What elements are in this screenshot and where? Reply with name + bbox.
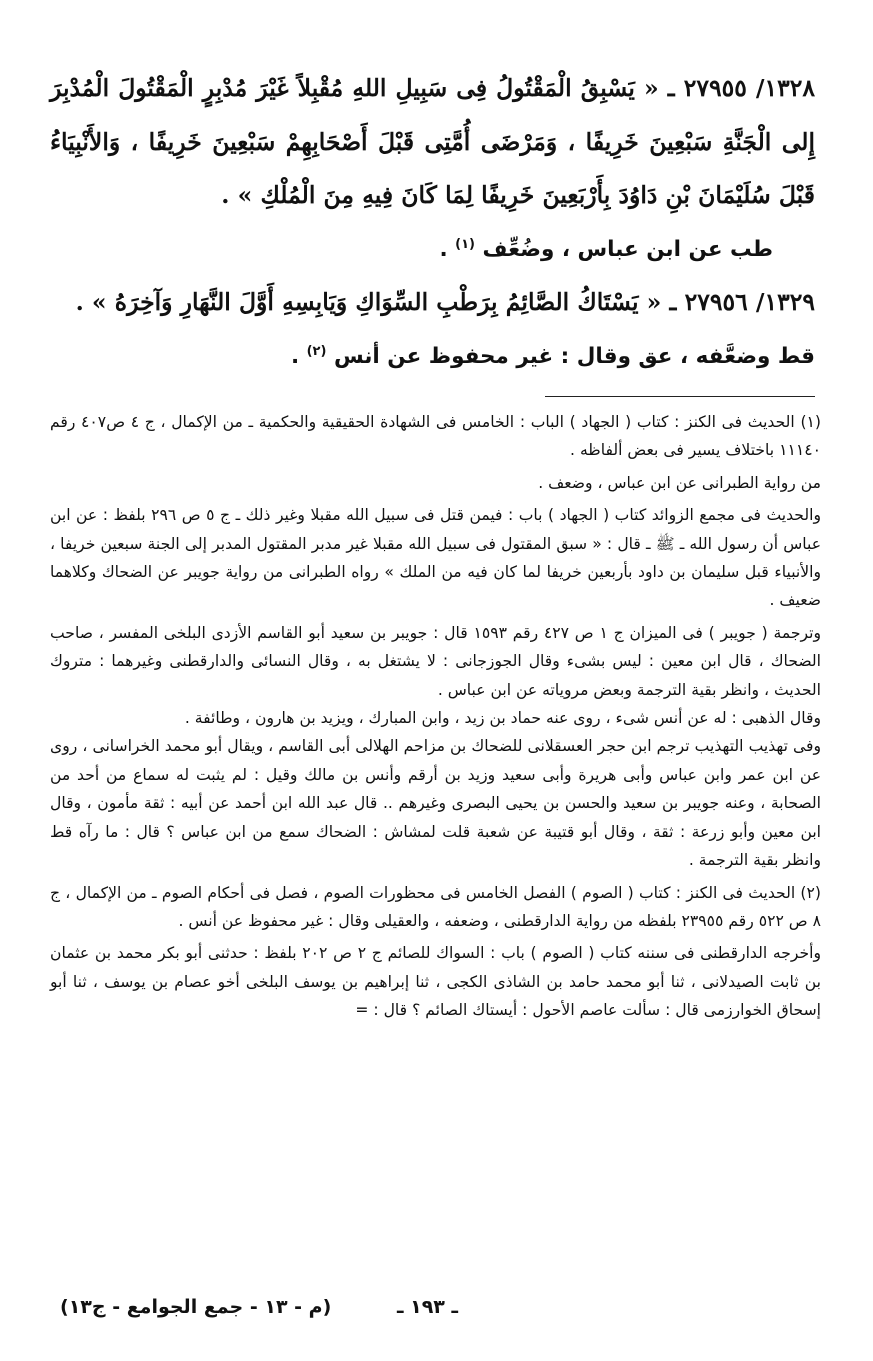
signature-mark: (م - ١٣ - جمع الجوامع - ج١٣) bbox=[60, 1296, 332, 1318]
footnote-1-paragraph: وترجمة ( جويبر ) فى الميزان ج ١ ص ٤٢٧ رقم ١٥٩٣ قال : جويبر بن سعيد أبو القاسم الأزدى البلخى المفسر ، صاحب الضحاك ، قال ابن معين : ليس بشىء وقال الجوزجانى : لا يشتغل به ، وقال النسائى والدارقطنى وغيرهما : متروك الحديث ، وانظر بقية الترجمة وبعض مروياته عن ابن عباس . bbox=[50, 623, 821, 699]
source-text: طب عن ابن عباس ، وضُعِّف bbox=[482, 236, 773, 262]
hadith-1328: ١٣٢٨/ ٢٧٩٥٥ ـ « يَسْبِقُ الْمَقْتُولُ فِى سَبِيلِ اللهِ مُقْبِلاً غَيْرَ مُدْبِرٍ الْمَقْتُولَ الْمُدْبِرَ إِلى الْجَنَّةِ سَبْعِينَ خَرِيفًا ، وَمَرْضَى أُمَّتِى قَبْلَ أَصْحَابِهِمْ سَبْعِينَ خَرِيفًا ، وَالأَنْبِيَاءُ قَبْلَ سُلَيْمَانَ بْنِ دَاوُدَ بِأَرْبَعِينَ خَرِيفًا لِمَا كَانَ فِيهِ مِنَ الْمُلْكِ » . bbox=[50, 74, 815, 209]
hadith-1329-source bbox=[50, 330, 815, 384]
footnotes bbox=[50, 408, 821, 1025]
hadith-1329: ١٣٢٩/ ٢٧٩٥٦ ـ « يَسْتَاكُ الصَّائِمُ بِرَطْبِ السِّوَاكِ وَيَابِسِهِ أَوَّلَ النَّهَارِ وَآخِرَهُ » . bbox=[75, 288, 815, 316]
footnote-ref-1[interactable]: (١) bbox=[455, 236, 475, 252]
page-footer bbox=[60, 1296, 813, 1326]
footnote-2-paragraph: وأخرجه الدارقطنى فى سننه كتاب ( الصوم ) باب : السواك للصائم ج ٢ ص ٢٠٢ بلفظ : حدثنى أبو بكر محمد بن عثمان بن ثابت الصيدلانى ، ثنا أبو محمد حامد بن الشاذى الكجى ، ثنا إبراهيم بن يوسف البلخى أخو عصام بن يوسف ، ثنا أبو إسحاق الخوارزمى قال : سألت عاصم الأحول : أيستاك الصائم ؟ قال : = bbox=[50, 944, 821, 1020]
footnote-ref-2[interactable]: (٢) bbox=[306, 343, 327, 359]
source-text: قط وضعَّفه ، عق وقال : غير محفوظ عن أنس bbox=[333, 343, 815, 369]
footnote-1-paragraph: والحديث فى مجمع الزوائد كتاب ( الجهاد ) باب : فيمن قتل فى سبيل الله مقبلا وغير ذلك ـ ج ٥ ص ٢٩٦ بلفظ : عن ابن عباس أن رسول الله ـ ﷺ ـ قال : « سبق المقتول فى سبيل الله مقبلا غير مدبر المقتول المدبر إلى الجنة سبعين خريفا ، والأنبياء قبل سليمان بن داود بأربعين خريفا لما كان فيه من الملك » رواه الطبرانى من رواية جويبر عن الضحاك وكلاهما ضعيف . bbox=[50, 506, 821, 610]
main-text bbox=[50, 62, 815, 383]
footnote-1-paragraph: من رواية الطبرانى عن ابن عباس ، وضعف . bbox=[538, 473, 821, 492]
footnote-1: (١) الحديث فى الكنز : كتاب ( الجهاد ) الباب : الخامس فى الشهادة الحقيقية والحكمية ـ من الإكمال ، ج ٤ ص٤٠٧ رقم ١١١٤٠ باختلاف يسير فى بعض ألفاظه . bbox=[50, 413, 822, 460]
footnote-1-paragraph: وفى تهذيب التهذيب ترجم ابن حجر العسقلانى للضحاك بن مزاحم الهلالى أبى القاسم ، ويقال أبو محمد الخراسانى ، روى عن ابن عمر وابن عباس وأبى هريرة وأبى سعيد وزيد بن أرقم وأنس بن مالك وقيل : لم يثبت له سماع من أحد من الصحابة ، وعنه جويبر بن سعيد والحسن بن يحيى البصرى وغيرهم .. قال عبد الله ابن أحمد عن أبيه : ثقة مأمون ، وقال ابن معين وأبو زرعة : ثقة ، وقال أبو قتيبة عن شعبة قلت لمشاش : الضحاك سمع من ابن عباس ؟ قال : ما رآه قط وانظر بقية الترجمة . bbox=[50, 737, 821, 870]
source-end: . bbox=[290, 343, 307, 369]
footnote-separator bbox=[545, 396, 815, 397]
footnote-2: (٢) الحديث فى الكنز : كتاب ( الصوم ) الفصل الخامس فى محظورات الصوم ، فصل فى أحكام الصوم ـ من الإكمال ، ج ٨ ص ٥٢٢ رقم ٢٣٩٥٥ بلفظه من رواية الدارقطنى ، وضعفه ، والعقيلى وقال : غير محفوظ عن أنس . bbox=[50, 883, 821, 930]
footnote-1-paragraph: وقال الذهبى : له عن أنس شىء ، روى عنه حماد بن زيد ، وابن المبارك ، ويزيد بن هارون ، وطائفة . bbox=[184, 709, 821, 728]
page-number: ـ ١٩٣ ـ bbox=[396, 1296, 458, 1318]
hadith-1328-source bbox=[50, 223, 815, 277]
source-end: . bbox=[439, 236, 456, 262]
